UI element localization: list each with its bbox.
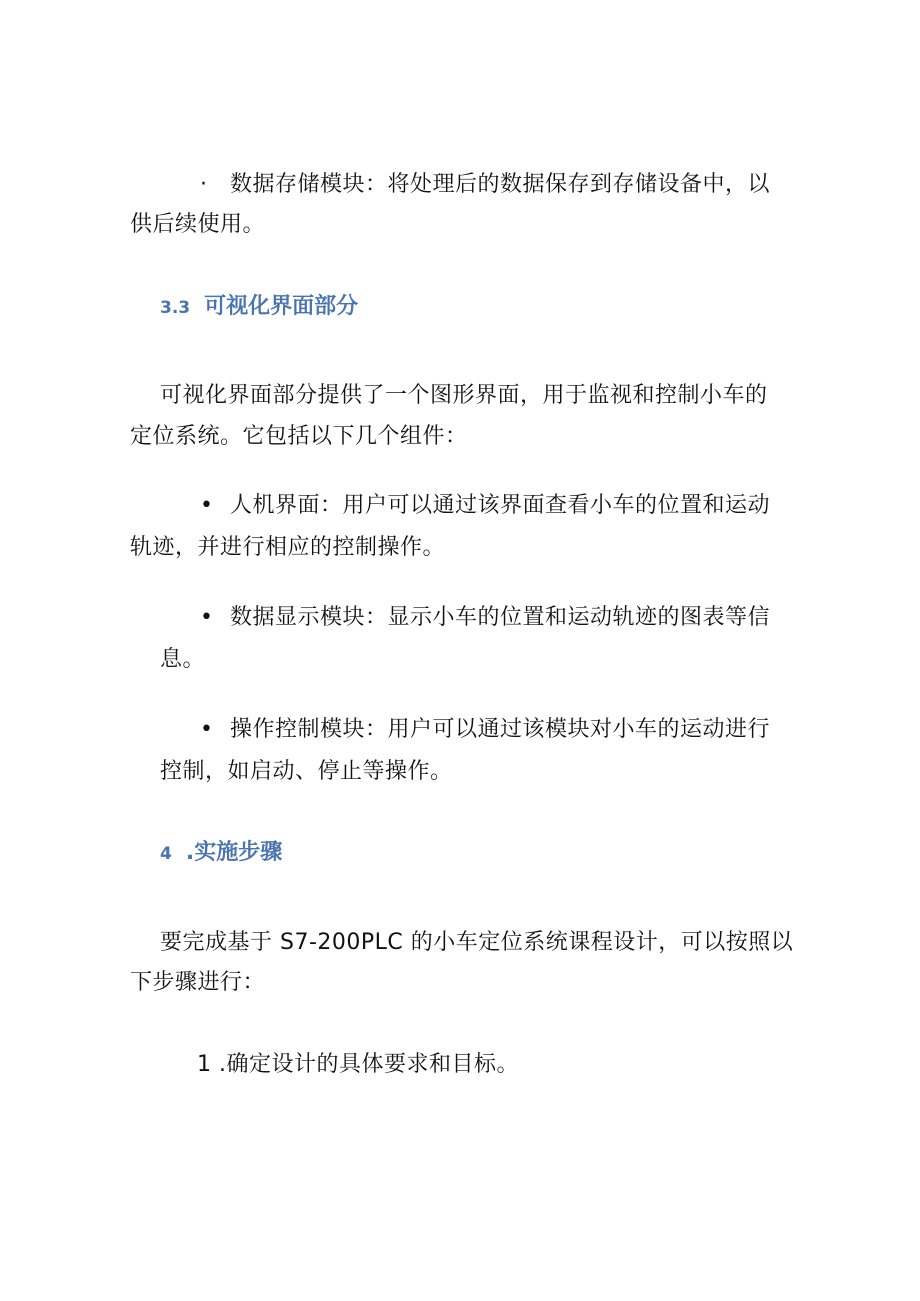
- section-number: 4: [160, 844, 172, 864]
- intro-3-3-line1: 可视化界面部分提供了一个图形界面，用于监视和控制小车的: [160, 383, 768, 408]
- intro-3-3-line2: 定位系统。它包括以下几个组件：: [130, 424, 468, 449]
- section-heading-3-3: [160, 292, 358, 323]
- storage-bullet-line2: 供后续使用。: [130, 212, 266, 237]
- control-bullet-line2: 控制，如启动、停止等操作。: [160, 759, 453, 784]
- hmi-bullet-line1: 人机界面：用户可以通过该界面查看小车的位置和运动: [230, 493, 771, 518]
- display-bullet-line1: 数据显示模块：显示小车的位置和运动轨迹的图表等信: [230, 605, 771, 630]
- step-1: 1 .确定设计的具体要求和目标。: [197, 1052, 519, 1077]
- intro-4-line1: 要完成基于 S7-200PLC 的小车定位系统课程设计，可以按照以: [160, 930, 794, 955]
- section-number: 3.3: [160, 298, 191, 318]
- control-bullet-line1: 操作控制模块：用户可以通过该模块对小车的运动进行: [230, 717, 771, 742]
- intro-4-line2: 下步骤进行：: [130, 970, 266, 995]
- bullet-mark: •: [200, 493, 213, 518]
- bullet-mark: ·: [200, 172, 207, 197]
- storage-bullet-line1: 数据存储模块：将处理后的数据保存到存储设备中，以: [230, 172, 771, 197]
- bullet-mark: •: [200, 717, 213, 742]
- section-heading-4: [160, 838, 282, 869]
- bullet-mark: •: [200, 605, 213, 630]
- display-bullet-line2: 息。: [160, 647, 206, 672]
- hmi-bullet-line2: 轨迹，并进行相应的控制操作。: [130, 535, 446, 560]
- section-title: .实施步骤: [185, 840, 283, 865]
- section-title: 可视化界面部分: [204, 294, 359, 319]
